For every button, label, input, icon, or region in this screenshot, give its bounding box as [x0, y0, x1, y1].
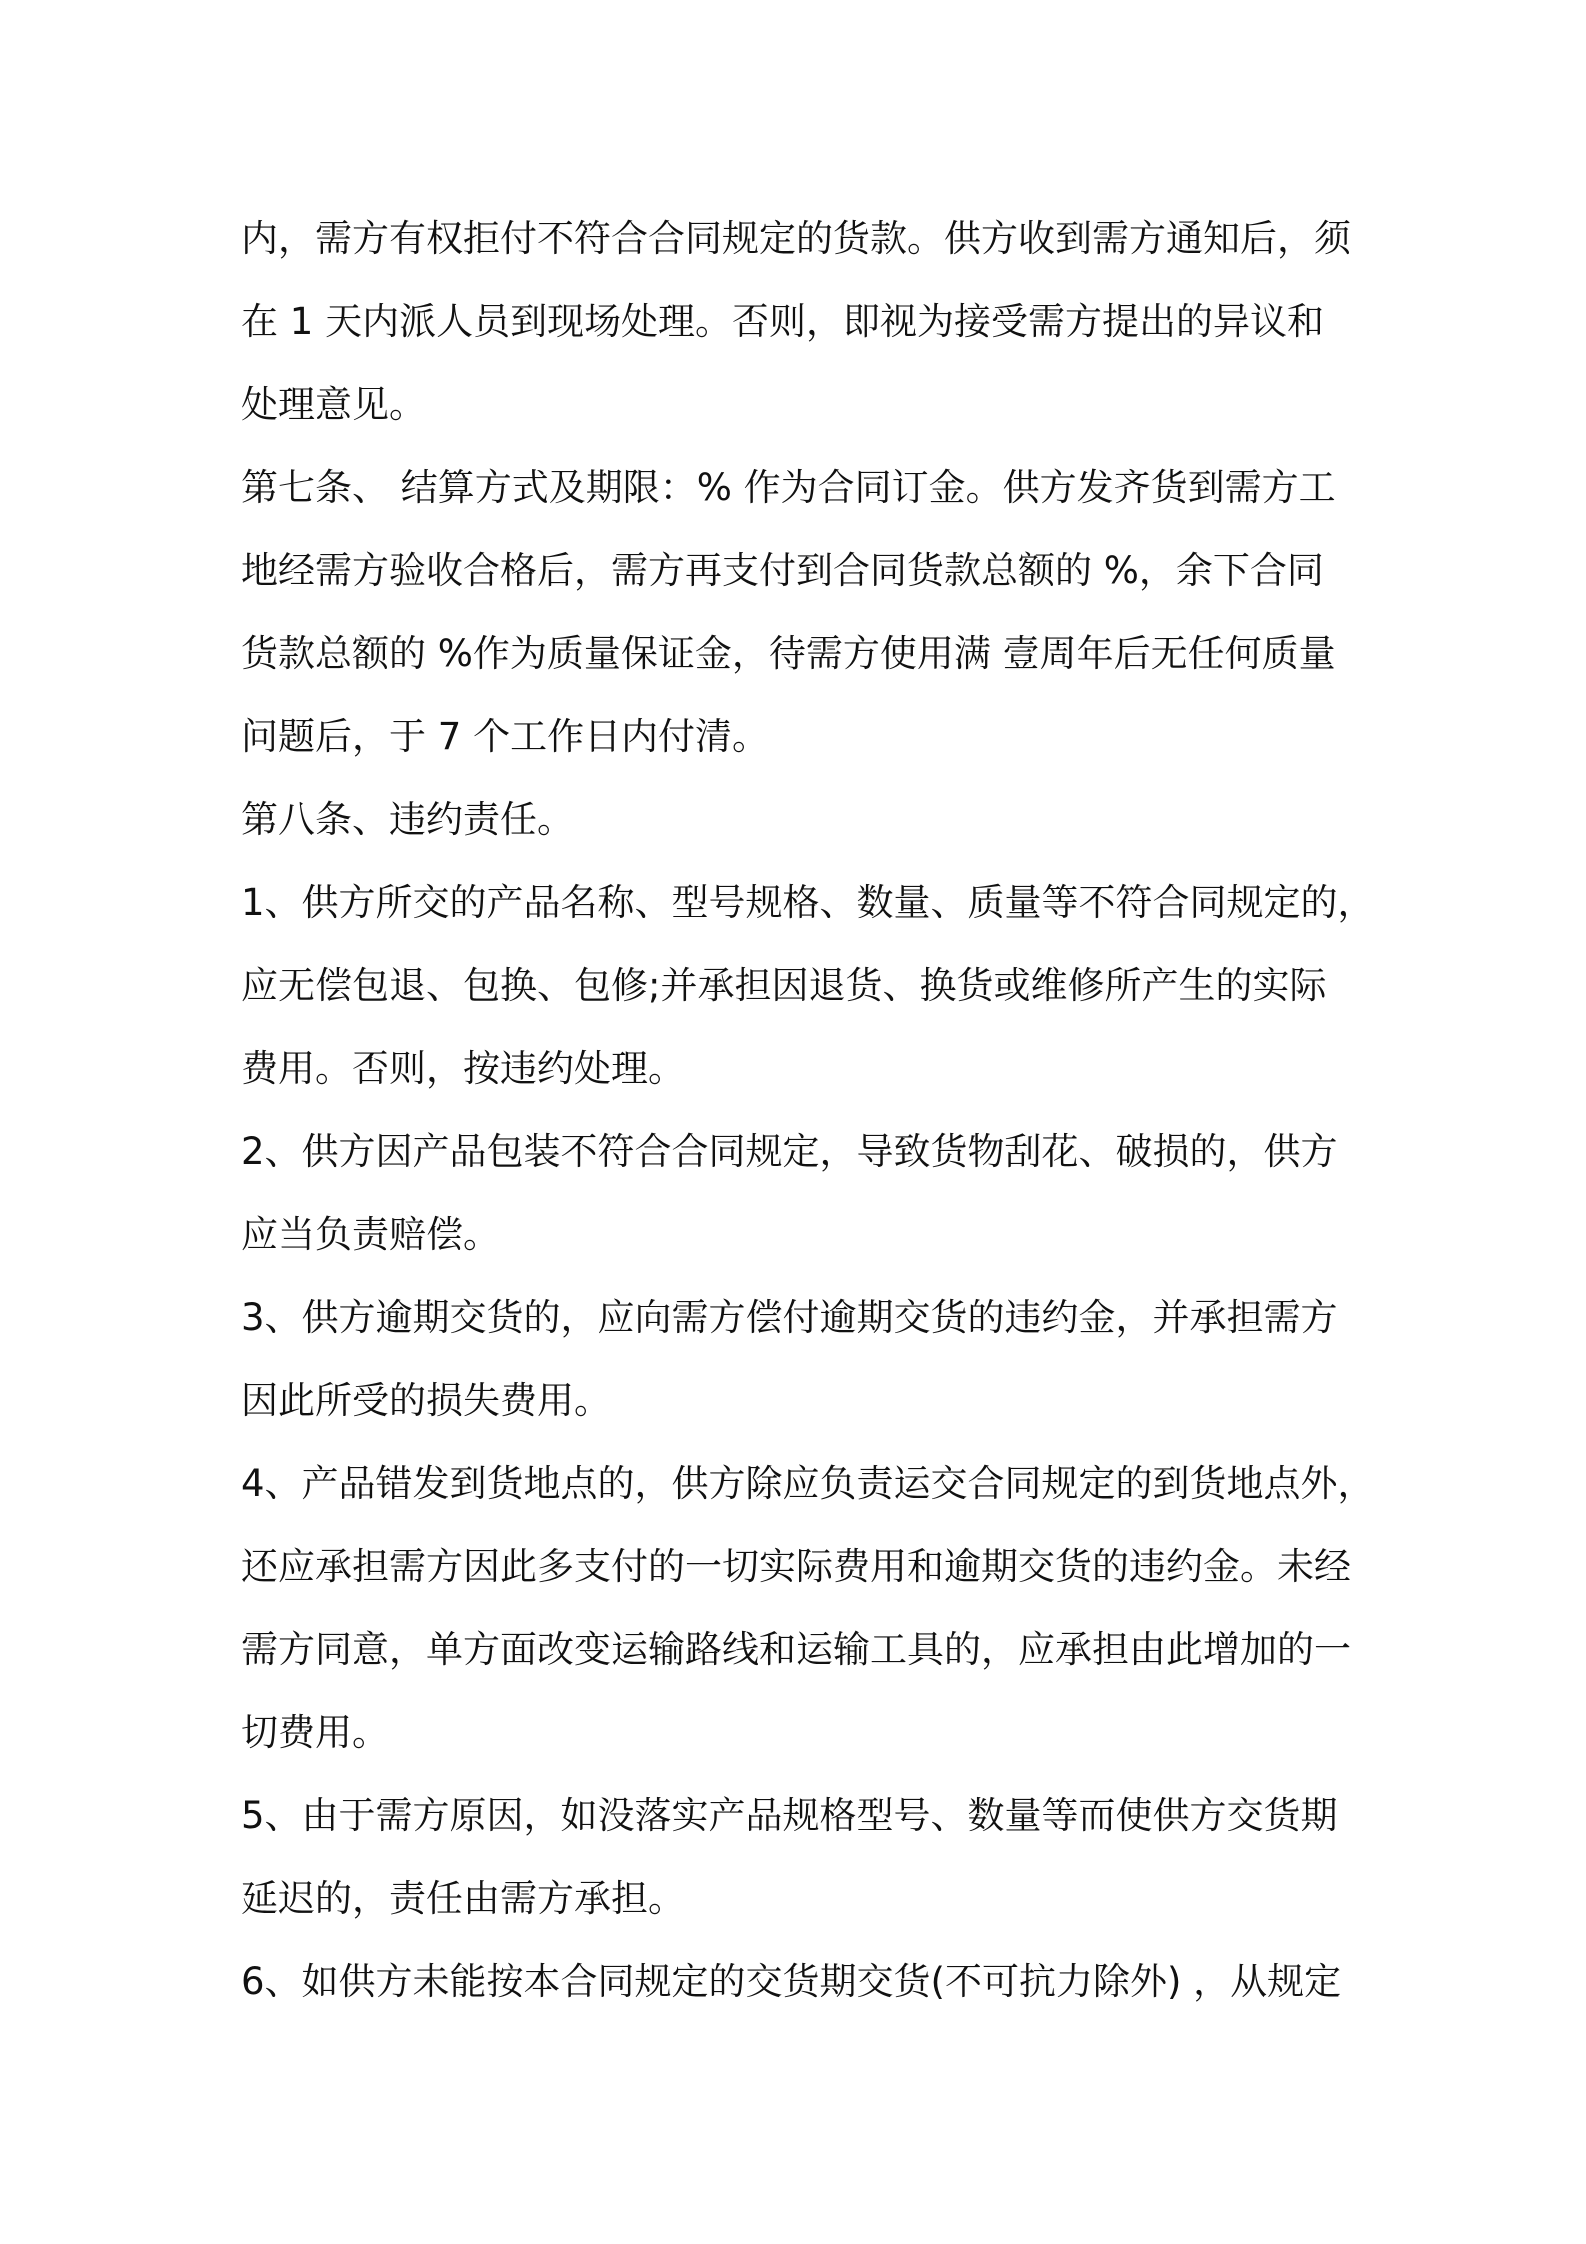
article-8-heading-line: 第八条、违约责任。 — [241, 798, 574, 841]
text-line: 地经需方验收合格后，需方再支付到合同货款总额的 %，余下合同 — [241, 549, 1324, 592]
clause-3-line: 3、供方逾期交货的，应向需方偿付逾期交货的违约金，并承担需方 — [241, 1296, 1338, 1339]
contract-text-body — [241, 197, 1375, 2023]
text-line: 处理意见。 — [241, 383, 426, 426]
text-line: 需方同意，单方面改变运输路线和运输工具的，应承担由此增加的一 — [241, 1628, 1351, 1671]
clause-1-line: 1、供方所交的产品名称、型号规格、数量、质量等不符合同规定的， — [241, 881, 1375, 924]
clause-5-line: 5、由于需方原因，如没落实产品规格型号、数量等而使供方交货期 — [241, 1794, 1338, 1837]
text-line: 问题后，于 7 个工作日内付清。 — [241, 715, 770, 758]
text-line: 切费用。 — [241, 1711, 389, 1754]
text-line: 延迟的，责任由需方承担。 — [241, 1877, 685, 1920]
clause-2-line: 2、供方因产品包装不符合合同规定，导致货物刮花、破损的，供方 — [241, 1130, 1338, 1173]
clause-4-line: 4、产品错发到货地点的，供方除应负责运交合同规定的到货地点外， — [241, 1462, 1375, 1505]
text-line: 内，需方有权拒付不符合合同规定的货款。供方收到需方通知后，须 — [241, 217, 1351, 260]
text-line: 应无偿包退、包换、包修;并承担因退货、换货或维修所产生的实际 — [241, 964, 1327, 1007]
text-line: 还应承担需方因此多支付的一切实际费用和逾期交货的违约金。未经 — [241, 1545, 1351, 1588]
text-line: 费用。否则，按违约处理。 — [241, 1047, 685, 1090]
clause-6-line: 6、如供方未能按本合同规定的交货期交货(不可抗力除外) ，从规定 — [241, 1960, 1342, 2003]
article-7-heading-line: 第七条、 结算方式及期限：% 作为合同订金。供方发齐货到需方工 — [241, 466, 1336, 509]
text-line: 因此所受的损失费用。 — [241, 1379, 611, 1422]
text-line: 货款总额的 %作为质量保证金，待需方使用满 壹周年后无任何质量 — [241, 632, 1336, 675]
text-line: 在 1 天内派人员到现场处理。否则，即视为接受需方提出的异议和 — [241, 300, 1325, 343]
text-line: 应当负责赔偿。 — [241, 1213, 500, 1256]
